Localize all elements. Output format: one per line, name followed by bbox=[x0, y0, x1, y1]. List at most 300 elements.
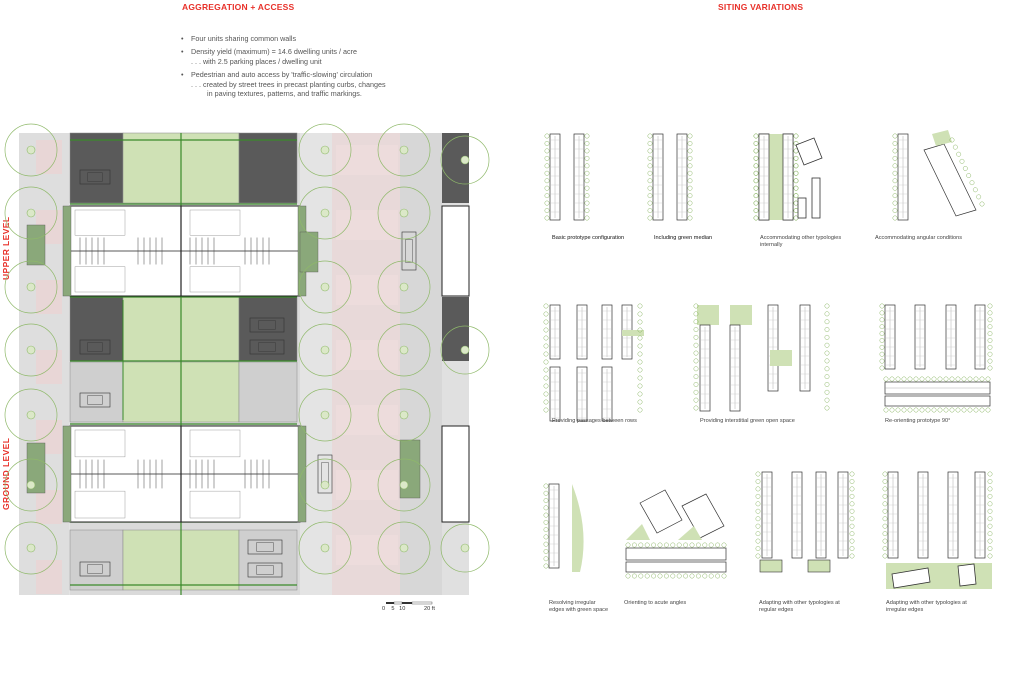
parking-bay bbox=[123, 133, 181, 203]
small-tree bbox=[688, 186, 692, 190]
small-tree bbox=[638, 312, 642, 316]
small-tree bbox=[794, 193, 798, 197]
small-tree bbox=[756, 502, 760, 506]
small-tree bbox=[880, 345, 884, 349]
small-tree bbox=[688, 208, 692, 212]
small-tree bbox=[585, 216, 589, 220]
parking-bay bbox=[181, 133, 239, 203]
parking-bay bbox=[123, 530, 181, 590]
small-tree bbox=[966, 173, 970, 177]
planter-hedge bbox=[298, 426, 306, 522]
small-tree bbox=[893, 193, 897, 197]
small-tree bbox=[544, 557, 548, 561]
small-tree bbox=[893, 171, 897, 175]
small-tree bbox=[696, 574, 700, 578]
small-tree bbox=[893, 179, 897, 183]
pink-paving-tile bbox=[336, 405, 398, 435]
small-tree bbox=[722, 574, 726, 578]
small-tree bbox=[688, 216, 692, 220]
tree-trunk bbox=[461, 156, 469, 164]
small-tree bbox=[920, 377, 924, 381]
small-tree bbox=[986, 408, 990, 412]
tree-trunk bbox=[400, 209, 408, 217]
scale-bar bbox=[412, 602, 432, 604]
small-tree bbox=[880, 311, 884, 315]
small-tree bbox=[544, 506, 548, 510]
small-tree bbox=[850, 494, 854, 498]
parking-bay bbox=[70, 362, 123, 422]
small-tree bbox=[825, 304, 829, 308]
pink-paving-tile bbox=[36, 350, 62, 384]
small-tree bbox=[585, 193, 589, 197]
small-tree bbox=[585, 149, 589, 153]
small-tree bbox=[956, 152, 960, 156]
pink-paving-tile bbox=[36, 490, 62, 524]
small-tree bbox=[694, 359, 698, 363]
small-tree bbox=[688, 141, 692, 145]
tree-trunk bbox=[27, 283, 35, 291]
small-tree bbox=[754, 186, 758, 190]
small-tree bbox=[893, 186, 897, 190]
small-tree bbox=[825, 382, 829, 386]
small-tree bbox=[973, 188, 977, 192]
small-tree bbox=[544, 312, 548, 316]
green-space bbox=[572, 484, 584, 572]
small-tree bbox=[545, 193, 549, 197]
bullet-text: Pedestrian and auto access by 'traffic-slowing' circulation bbox=[191, 70, 373, 80]
small-tree bbox=[756, 524, 760, 528]
green-space bbox=[808, 560, 830, 572]
small-tree bbox=[754, 201, 758, 205]
parking-bay bbox=[123, 297, 181, 361]
small-tree bbox=[671, 574, 675, 578]
planter-hedge bbox=[300, 232, 318, 272]
tree-trunk bbox=[461, 346, 469, 354]
small-tree bbox=[902, 377, 906, 381]
green-space bbox=[932, 130, 952, 146]
small-tree bbox=[850, 509, 854, 513]
small-tree bbox=[988, 331, 992, 335]
small-tree bbox=[883, 517, 887, 521]
small-tree bbox=[980, 408, 984, 412]
small-tree bbox=[544, 352, 548, 356]
small-tree bbox=[914, 377, 918, 381]
small-tree bbox=[638, 320, 642, 324]
small-tree bbox=[988, 366, 992, 370]
small-tree bbox=[651, 543, 655, 547]
small-tree bbox=[545, 156, 549, 160]
small-tree bbox=[645, 543, 649, 547]
small-tree bbox=[544, 513, 548, 517]
small-tree bbox=[754, 141, 758, 145]
small-tree bbox=[545, 134, 549, 138]
small-tree bbox=[545, 179, 549, 183]
small-tree bbox=[953, 145, 957, 149]
tree-trunk bbox=[321, 209, 329, 217]
small-tree bbox=[632, 574, 636, 578]
small-tree bbox=[694, 343, 698, 347]
small-tree bbox=[544, 408, 548, 412]
small-tree bbox=[950, 377, 954, 381]
small-tree bbox=[880, 359, 884, 363]
small-tree bbox=[651, 574, 655, 578]
small-tree bbox=[638, 392, 642, 396]
small-tree bbox=[671, 543, 675, 547]
small-tree bbox=[694, 398, 698, 402]
small-tree bbox=[980, 377, 984, 381]
parking-bay bbox=[239, 362, 297, 422]
small-tree bbox=[988, 487, 992, 491]
small-tree bbox=[754, 171, 758, 175]
small-tree bbox=[893, 208, 897, 212]
small-tree bbox=[850, 531, 854, 535]
small-tree bbox=[756, 531, 760, 535]
bullet-subtext: in paving textures, patterns, and traffic markings. bbox=[207, 89, 362, 99]
small-tree bbox=[545, 149, 549, 153]
small-tree bbox=[715, 574, 719, 578]
small-tree bbox=[880, 324, 884, 328]
small-tree bbox=[794, 201, 798, 205]
small-tree bbox=[544, 368, 548, 372]
small-tree bbox=[963, 166, 967, 170]
reoriented-row bbox=[626, 548, 726, 560]
parking-bay bbox=[239, 530, 297, 590]
small-tree bbox=[974, 408, 978, 412]
small-tree bbox=[908, 377, 912, 381]
small-tree bbox=[920, 408, 924, 412]
small-tree bbox=[688, 156, 692, 160]
small-tree bbox=[544, 491, 548, 495]
small-tree bbox=[585, 179, 589, 183]
small-tree bbox=[688, 193, 692, 197]
tree-trunk bbox=[461, 544, 469, 552]
small-tree bbox=[696, 543, 700, 547]
small-tree bbox=[648, 216, 652, 220]
angled-row bbox=[924, 144, 976, 216]
small-tree bbox=[688, 164, 692, 168]
caption-acute: Orienting to acute angles bbox=[624, 600, 687, 606]
small-tree bbox=[694, 327, 698, 331]
small-tree bbox=[694, 367, 698, 371]
small-tree bbox=[638, 368, 642, 372]
caption-basic: Basic prototype configuration bbox=[552, 235, 625, 241]
planter-hedge bbox=[400, 440, 420, 498]
small-tree bbox=[825, 343, 829, 347]
pink-paving-tile bbox=[336, 275, 398, 305]
small-tree bbox=[850, 524, 854, 528]
small-tree bbox=[794, 216, 798, 220]
small-tree bbox=[638, 352, 642, 356]
small-tree bbox=[585, 156, 589, 160]
small-tree bbox=[648, 156, 652, 160]
small-tree bbox=[648, 201, 652, 205]
pink-paving-tile bbox=[336, 470, 398, 500]
small-tree bbox=[893, 216, 897, 220]
tree-trunk bbox=[27, 481, 35, 489]
small-tree bbox=[754, 149, 758, 153]
small-tree bbox=[544, 549, 548, 553]
small-tree bbox=[545, 141, 549, 145]
scale-label: 20 ft bbox=[424, 606, 435, 612]
tree-trunk bbox=[400, 481, 408, 489]
small-tree bbox=[956, 377, 960, 381]
tree-trunk bbox=[400, 411, 408, 419]
small-tree bbox=[544, 376, 548, 380]
scale-label: 10 bbox=[399, 606, 406, 612]
parking-bay bbox=[442, 133, 469, 203]
small-tree bbox=[658, 574, 662, 578]
small-tree bbox=[883, 479, 887, 483]
small-tree bbox=[638, 408, 642, 412]
ground-level-label: GROUND LEVEL bbox=[1, 437, 11, 510]
aggregation-header: AGGREGATION + ACCESS bbox=[182, 2, 295, 12]
small-tree bbox=[648, 171, 652, 175]
small-tree bbox=[648, 134, 652, 138]
small-tree bbox=[932, 377, 936, 381]
small-tree bbox=[988, 359, 992, 363]
small-tree bbox=[938, 408, 942, 412]
small-tree bbox=[754, 134, 758, 138]
small-tree bbox=[825, 312, 829, 316]
green-space bbox=[697, 305, 719, 325]
small-tree bbox=[988, 494, 992, 498]
small-tree bbox=[914, 408, 918, 412]
small-tree bbox=[944, 377, 948, 381]
small-tree bbox=[585, 164, 589, 168]
small-tree bbox=[585, 171, 589, 175]
small-tree bbox=[880, 318, 884, 322]
small-tree bbox=[638, 400, 642, 404]
small-tree bbox=[545, 186, 549, 190]
small-tree bbox=[754, 156, 758, 160]
small-tree bbox=[988, 509, 992, 513]
tree-trunk bbox=[400, 346, 408, 354]
small-tree bbox=[585, 134, 589, 138]
scale-bar bbox=[394, 602, 402, 604]
caption-internal: Accommodating other typologies internally bbox=[760, 235, 842, 248]
small-tree bbox=[926, 377, 930, 381]
small-tree bbox=[694, 335, 698, 339]
tree-trunk bbox=[400, 283, 408, 291]
small-tree bbox=[825, 406, 829, 410]
small-tree bbox=[638, 376, 642, 380]
small-tree bbox=[658, 543, 662, 547]
small-tree bbox=[825, 335, 829, 339]
small-tree bbox=[883, 509, 887, 513]
small-tree bbox=[988, 318, 992, 322]
small-tree bbox=[545, 171, 549, 175]
small-tree bbox=[794, 186, 798, 190]
small-tree bbox=[825, 374, 829, 378]
small-tree bbox=[902, 408, 906, 412]
small-tree bbox=[825, 327, 829, 331]
small-tree bbox=[639, 574, 643, 578]
small-tree bbox=[544, 400, 548, 404]
small-tree bbox=[756, 472, 760, 476]
scale-label: 5 bbox=[391, 606, 395, 612]
tree-trunk bbox=[27, 411, 35, 419]
small-tree bbox=[968, 377, 972, 381]
building-footprint bbox=[442, 206, 469, 296]
small-tree bbox=[754, 208, 758, 212]
small-tree bbox=[648, 193, 652, 197]
small-tree bbox=[825, 319, 829, 323]
small-tree bbox=[756, 487, 760, 491]
scale-bar bbox=[386, 602, 394, 604]
small-tree bbox=[883, 554, 887, 558]
small-tree bbox=[544, 542, 548, 546]
small-tree bbox=[850, 502, 854, 506]
tree-trunk bbox=[400, 146, 408, 154]
bullet-subtext: . . . created by street trees in precast planting curbs, changes bbox=[191, 79, 386, 89]
small-tree bbox=[980, 202, 984, 206]
planter-hedge bbox=[63, 426, 71, 522]
parking-bay bbox=[70, 530, 123, 590]
small-tree bbox=[884, 408, 888, 412]
tree-trunk bbox=[321, 481, 329, 489]
small-tree bbox=[638, 304, 642, 308]
small-tree bbox=[960, 159, 964, 163]
small-tree bbox=[968, 408, 972, 412]
caption-reorient: Re-orienting prototype 90° bbox=[885, 418, 951, 424]
small-tree bbox=[544, 344, 548, 348]
small-tree bbox=[703, 543, 707, 547]
small-tree bbox=[988, 352, 992, 356]
small-tree bbox=[794, 171, 798, 175]
small-tree bbox=[690, 574, 694, 578]
small-tree bbox=[544, 360, 548, 364]
small-tree bbox=[632, 543, 636, 547]
small-tree bbox=[756, 546, 760, 550]
tree-trunk bbox=[321, 544, 329, 552]
parking-bay bbox=[181, 530, 239, 590]
small-tree bbox=[544, 564, 548, 568]
small-tree bbox=[664, 543, 668, 547]
small-tree bbox=[690, 543, 694, 547]
small-tree bbox=[988, 546, 992, 550]
parking-bay bbox=[70, 133, 123, 203]
small-tree bbox=[638, 360, 642, 364]
typology-block bbox=[798, 198, 806, 218]
small-tree bbox=[585, 201, 589, 205]
tree-trunk bbox=[27, 209, 35, 217]
pink-paving-tile bbox=[336, 535, 398, 565]
small-tree bbox=[850, 517, 854, 521]
small-tree bbox=[893, 156, 897, 160]
typology-block bbox=[812, 178, 820, 218]
small-tree bbox=[677, 543, 681, 547]
small-tree bbox=[664, 574, 668, 578]
small-tree bbox=[962, 377, 966, 381]
small-tree bbox=[648, 149, 652, 153]
small-tree bbox=[544, 535, 548, 539]
small-tree bbox=[709, 574, 713, 578]
small-tree bbox=[756, 539, 760, 543]
tree-trunk bbox=[321, 146, 329, 154]
small-tree bbox=[883, 539, 887, 543]
green-space bbox=[622, 330, 644, 336]
small-tree bbox=[754, 164, 758, 168]
small-tree bbox=[648, 186, 652, 190]
scale-bar-labels bbox=[382, 606, 435, 612]
tree-trunk bbox=[27, 346, 35, 354]
small-tree bbox=[880, 366, 884, 370]
small-tree bbox=[944, 408, 948, 412]
planter-hedge bbox=[63, 206, 71, 296]
upper-level-label: UPPER LEVEL bbox=[1, 216, 11, 280]
small-tree bbox=[850, 554, 854, 558]
small-tree bbox=[988, 502, 992, 506]
green-space bbox=[770, 350, 792, 366]
small-tree bbox=[883, 502, 887, 506]
small-tree bbox=[648, 208, 652, 212]
small-tree bbox=[794, 134, 798, 138]
small-tree bbox=[880, 338, 884, 342]
small-tree bbox=[884, 377, 888, 381]
small-tree bbox=[988, 539, 992, 543]
small-tree bbox=[880, 352, 884, 356]
tree-trunk bbox=[321, 346, 329, 354]
caption-interstitial: Providing interstitial green open space bbox=[700, 418, 795, 424]
small-tree bbox=[825, 359, 829, 363]
small-tree bbox=[544, 328, 548, 332]
small-tree bbox=[794, 156, 798, 160]
small-tree bbox=[896, 377, 900, 381]
small-tree bbox=[638, 336, 642, 340]
small-tree bbox=[825, 351, 829, 355]
scale-bar bbox=[402, 602, 412, 604]
small-tree bbox=[722, 543, 726, 547]
small-tree bbox=[988, 324, 992, 328]
small-tree bbox=[756, 479, 760, 483]
siting-header: SITING VARIATIONS bbox=[718, 2, 804, 12]
small-tree bbox=[988, 311, 992, 315]
small-tree bbox=[648, 141, 652, 145]
small-tree bbox=[893, 201, 897, 205]
small-tree bbox=[883, 546, 887, 550]
small-tree bbox=[988, 524, 992, 528]
small-tree bbox=[545, 216, 549, 220]
small-tree bbox=[545, 201, 549, 205]
small-tree bbox=[709, 543, 713, 547]
small-tree bbox=[626, 574, 630, 578]
small-tree bbox=[970, 180, 974, 184]
small-tree bbox=[626, 543, 630, 547]
small-tree bbox=[688, 179, 692, 183]
small-tree bbox=[825, 398, 829, 402]
tree-trunk bbox=[27, 544, 35, 552]
small-tree bbox=[648, 164, 652, 168]
tree-trunk bbox=[400, 544, 408, 552]
parking-bay bbox=[181, 297, 239, 361]
small-tree bbox=[908, 408, 912, 412]
small-tree bbox=[544, 520, 548, 524]
small-tree bbox=[688, 171, 692, 175]
small-tree bbox=[756, 517, 760, 521]
reoriented-row bbox=[885, 396, 990, 406]
small-tree bbox=[688, 201, 692, 205]
small-tree bbox=[756, 494, 760, 498]
caption-passages: Providing passages between rows bbox=[552, 418, 637, 424]
small-tree bbox=[893, 164, 897, 168]
tree-trunk bbox=[27, 146, 35, 154]
small-tree bbox=[677, 574, 681, 578]
small-tree bbox=[754, 179, 758, 183]
small-tree bbox=[850, 487, 854, 491]
tree-trunk bbox=[321, 411, 329, 419]
small-tree bbox=[754, 216, 758, 220]
parking-bay bbox=[181, 362, 239, 422]
